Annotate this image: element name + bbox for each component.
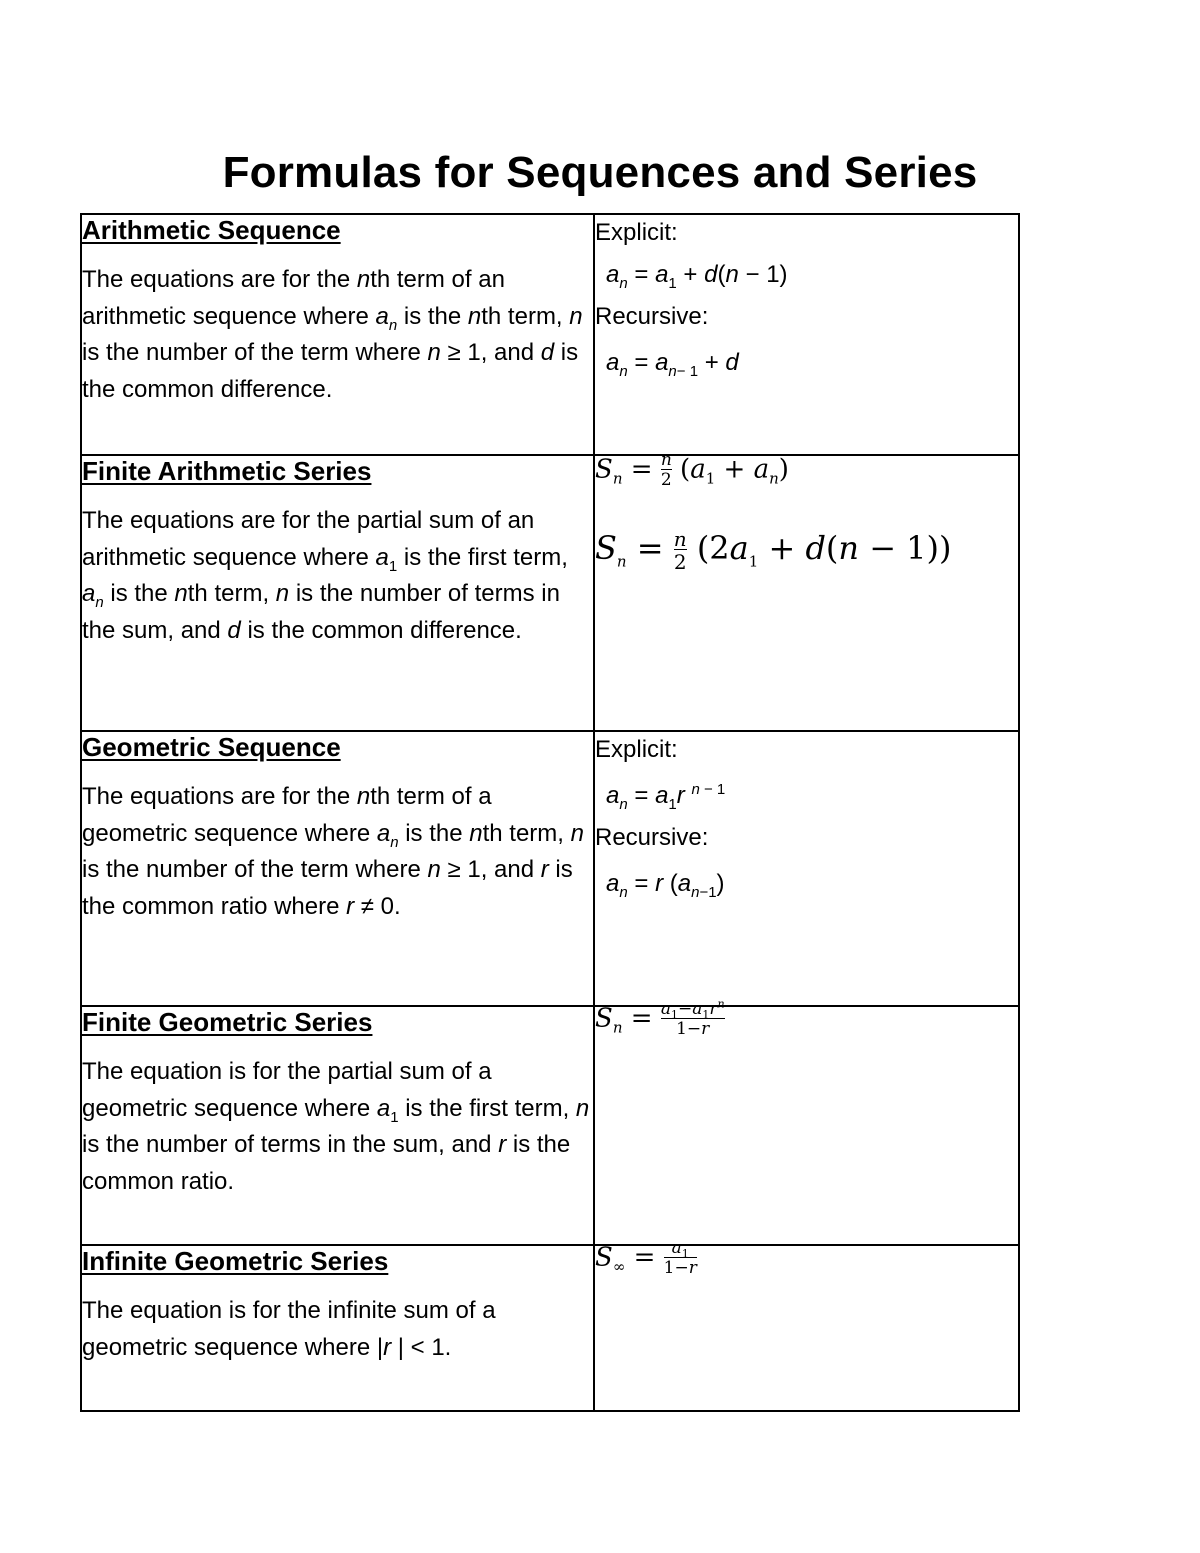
- description-cell: [81, 731, 594, 1006]
- sum-formula-first-last: $S_n$ = $\frac{n}{2}$ $(a_1 + a_n)$: [595, 450, 789, 490]
- formula-table: [80, 213, 1020, 1412]
- explicit-label: Explicit:: [595, 736, 678, 763]
- page-title: Formulas for Sequences and Series: [222, 148, 978, 197]
- formula-cell: [594, 450, 1019, 731]
- recursive-label: Recursive:: [595, 303, 709, 330]
- recursive-label: Recursive:: [595, 824, 709, 851]
- row-description: The equation is for the infinite sum of a geometric sequence where |r | < 1.: [82, 1297, 496, 1361]
- formula-cell: [594, 214, 1019, 455]
- infinite-geometric-sum-formula: $S_\infty$ = $\frac{a_1}{1-r}$: [595, 1238, 697, 1278]
- recursive-formula: $a_n = a_{n- 1} + d$: [606, 349, 739, 380]
- formula-cell: [594, 997, 1019, 1245]
- table-row: [81, 731, 1019, 1006]
- finite-geometric-sum-formula: $S_n$ = $\frac{a_1-a_1r^n}{1-r}$: [595, 997, 725, 1039]
- row-heading: Finite Geometric Series: [82, 1007, 373, 1037]
- row-description: The equations are for the nth term of an arithmetic sequence where $a_n$ is the nth term, n is the number of the term where n ≥ 1, and d is the common difference.: [82, 266, 583, 403]
- description-cell: [81, 1245, 594, 1411]
- table-row: [81, 1245, 1019, 1411]
- row-description: The equations are for the partial sum of an arithmetic sequence where $a_1$ is the first term, $a_n$ is the nth term, n is the number of terms in the sum, and d is the common difference.: [82, 507, 568, 644]
- row-heading: Infinite Geometric Series: [82, 1246, 389, 1276]
- formula-cell: [594, 731, 1019, 1006]
- table-row: [81, 1006, 1019, 1245]
- sum-formula-difference: $S_n$ = $\frac{n}{2}$ $(2a_1 + d(n - 1))$: [595, 527, 952, 574]
- table-row: [81, 214, 1019, 455]
- description-cell: [81, 214, 594, 455]
- description-cell: [81, 455, 594, 731]
- row-heading: Finite Arithmetic Series: [82, 456, 372, 486]
- description-cell: [81, 1006, 594, 1245]
- row-heading: Geometric Sequence: [82, 732, 341, 762]
- formula-cell: [594, 1238, 1019, 1411]
- explicit-formula: $a_n = a_1r$ $^{n - 1}$: [606, 781, 726, 813]
- row-heading: Arithmetic Sequence: [82, 215, 341, 245]
- row-description: The equations are for the nth term of a geometric sequence where $a_n$ is the nth term, n is the number of the term where n ≥ 1, and r is the common ratio where r ≠ 0.: [82, 783, 584, 920]
- row-description: The equation is for the partial sum of a geometric sequence where $a_1$ is the first term, n is the number of terms in the sum, and r is the common ratio.: [82, 1058, 590, 1195]
- table-row: [81, 455, 1019, 731]
- explicit-formula: $a_n = a_1 + d(n - 1)$: [606, 261, 788, 292]
- recursive-formula: $a_n = r$ $(a_{n-1})$: [606, 870, 725, 901]
- explicit-label: Explicit:: [595, 219, 678, 246]
